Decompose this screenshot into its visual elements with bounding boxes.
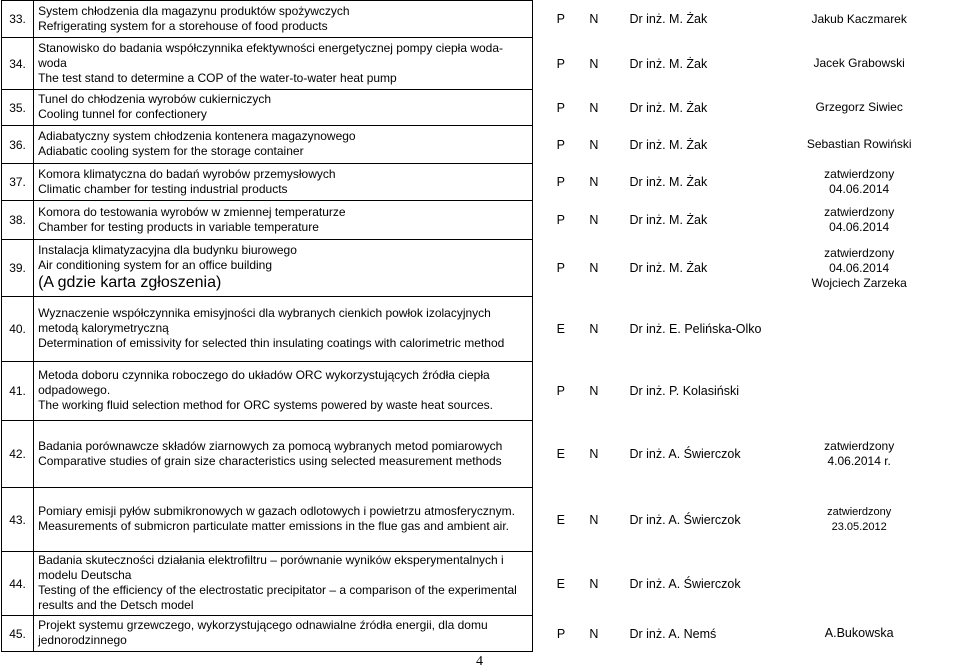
supervisor: Dr inż. P. Kolasiński — [629, 384, 739, 398]
topic-title-pl: Tunel do chłodzenia wyrobów cukierniczych — [38, 92, 272, 106]
thesis-type: P — [556, 213, 565, 227]
thesis-type: E — [556, 322, 565, 336]
topic-title-en: Air conditioning system for an office building — [38, 257, 272, 272]
student-name — [760, 552, 959, 616]
topic-title-pl: Komora klimatyczna do badań wyrobów przemysłowych — [38, 166, 336, 181]
topic-title — [34, 552, 533, 616]
topic-title-en: Chamber for testing products in variable temperature — [38, 219, 319, 234]
topic-title — [34, 240, 533, 297]
table-row — [2, 240, 959, 297]
table-row — [2, 488, 959, 552]
study-level: N — [589, 56, 599, 71]
thesis-type: E — [556, 447, 565, 461]
approval-status — [760, 240, 959, 297]
topic-title-en: Cooling tunnel for confectionery — [38, 107, 207, 121]
topic-title-en: The working fluid selection method for ORC systems powered by waste heat sources. — [38, 398, 493, 412]
topic-title-en: The test stand to determine a COP of the water-to-water heat pump — [38, 70, 397, 85]
supervisor: Dr inż. M. Żak — [629, 213, 708, 227]
thesis-type: P — [556, 261, 565, 275]
supervisor: Dr inż. M. Żak — [629, 137, 708, 152]
table-row — [2, 297, 959, 362]
approval-date: 04.06.2014 — [829, 182, 890, 196]
thesis-type: P — [556, 626, 566, 641]
study-level: N — [589, 626, 599, 641]
student-name: Jakub Kaczmarek — [811, 11, 907, 26]
topic-title — [34, 1, 533, 38]
row-number: 40. — [2, 297, 34, 362]
topic-title-pl: Komora do testowania wyrobów w zmiennej temperaturze — [38, 204, 346, 219]
supervisor: Dr inż. M. Żak — [629, 100, 708, 115]
study-level: N — [589, 447, 599, 461]
table-row — [2, 38, 959, 90]
topic-title-en: Determination of emissivity for selected thin insulating coatings with calorimetric method — [38, 336, 505, 350]
topic-title-pl: System chłodzenia dla magazynu produktów spożywczych — [38, 3, 350, 18]
study-level: N — [589, 175, 599, 189]
row-number: 43. — [2, 488, 34, 552]
supervisor: Dr inż. A. Świerczok — [629, 512, 741, 527]
thesis-type: P — [556, 100, 565, 115]
study-level: N — [589, 576, 599, 591]
topic-title-pl: Pomiary emisji pyłów submikronowych w gazach odlotowych i powietrzu atmosferycznym. — [38, 504, 515, 518]
status-text: zatwierdzony — [824, 205, 895, 219]
topic-title-en: Comparative studies of grain size characteristics using selected measurement methods — [38, 453, 502, 468]
row-number: 45. — [2, 616, 34, 652]
approval-status — [760, 164, 959, 201]
study-level: N — [589, 322, 599, 336]
topic-title-en: Refrigerating system for a storehouse of food products — [38, 18, 328, 33]
approval-status — [760, 421, 959, 488]
topic-title-en: Testing of the efficiency of the electrostatic precipitator – a comparison of the experimental results and the Detsch model — [38, 583, 517, 612]
row-number: 35. — [2, 90, 34, 126]
row-number: 44. — [2, 552, 34, 616]
topic-title — [34, 616, 533, 652]
thesis-type: E — [556, 512, 565, 527]
table-row — [2, 201, 959, 240]
row-number: 33. — [2, 1, 34, 38]
table-row — [2, 90, 959, 126]
approval-status — [760, 488, 959, 552]
supervisor: Dr inż. M. Żak — [629, 56, 708, 71]
thesis-topics-table — [1, 0, 959, 652]
topic-title — [34, 421, 533, 488]
topic-title-pl: Stanowisko do badania współczynnika efektywności energetycznej pompy ciepła woda-woda — [38, 40, 504, 70]
topic-title — [34, 362, 533, 421]
thesis-type: P — [556, 137, 565, 152]
approval-date: 4.06.2014 r. — [827, 454, 891, 468]
study-level: N — [589, 213, 599, 227]
topic-title-pl: Adiabatyczny system chłodzenia kontenera magazynowego — [38, 129, 356, 143]
topic-title-pl: Badania skuteczności działania elektrofiltru – porównanie wyników eksperymentalnych i modelu Deutscha — [38, 553, 504, 582]
topic-note: (A gdzie karta zgłoszenia) — [38, 273, 222, 291]
approval-status — [760, 201, 959, 240]
row-number: 38. — [2, 201, 34, 240]
supervisor: Dr inż. A. Świerczok — [629, 447, 741, 461]
topic-title — [34, 488, 533, 552]
thesis-type: P — [556, 56, 565, 71]
topic-title-pl: Wyznaczenie współczynnika emisyjności dla wybranych cienkich powłok izolacyjnych metodą kalorymetryczną — [38, 306, 491, 335]
topic-title — [34, 201, 533, 240]
table-row — [2, 362, 959, 421]
topic-title-pl: Projekt systemu grzewczego, wykorzystującego odnawialne źródła energii, dla domu jednorodzinnego — [38, 618, 488, 647]
row-number: 39. — [2, 240, 34, 297]
table-row — [2, 164, 959, 201]
topic-title — [34, 38, 533, 90]
page-number: 4 — [476, 654, 483, 669]
status-text: zatwierdzony — [824, 439, 895, 453]
supervisor: Dr inż. E. Pelińska-Olko — [629, 322, 762, 336]
student-name: Jacek Grabowski — [813, 56, 905, 70]
approval-date: 04.06.2014 — [829, 260, 890, 275]
approval-date: 23.05.2012 — [831, 520, 887, 533]
topic-title-pl: Metoda doboru czynnika roboczego do układów ORC wykorzystujących źródła ciepła odpadowego. — [38, 368, 490, 397]
thesis-type: E — [556, 576, 565, 591]
topic-title — [34, 90, 533, 126]
supervisor: Dr inż. M. Żak — [629, 12, 708, 26]
study-level: N — [589, 512, 599, 527]
study-level: N — [589, 384, 599, 398]
row-number: 41. — [2, 362, 34, 421]
table-row — [2, 552, 959, 616]
study-level: N — [589, 261, 599, 275]
topic-title — [34, 297, 533, 362]
student-name: Wojciech Zarzeka — [811, 275, 907, 290]
row-number: 36. — [2, 126, 34, 164]
supervisor: Dr inż. A. Świerczok — [629, 576, 741, 591]
topic-title-pl: Badania porównawcze składów ziarnowych za pomocą wybranych metod pomiarowych — [38, 438, 503, 453]
student-name: Sebastian Rowiński — [806, 137, 912, 151]
student-name: A.Bukowska — [824, 626, 894, 640]
thesis-type: P — [556, 12, 565, 26]
table-row — [2, 1, 959, 38]
status-text: zatwierdzony — [824, 167, 895, 181]
thesis-type: P — [556, 175, 565, 189]
topic-title-en: Measurements of submicron particulate matter emissions in the flue gas and ambient air. — [38, 519, 509, 533]
supervisor: Dr inż. M. Żak — [629, 261, 708, 275]
topic-title — [34, 126, 533, 164]
table-row — [2, 126, 959, 164]
topic-title-en: Adiabatic cooling system for the storage container — [38, 144, 304, 158]
study-level: N — [589, 137, 599, 152]
student-name — [760, 362, 959, 421]
student-name: Grzegorz Siwiec — [815, 100, 903, 114]
study-level: N — [589, 100, 599, 115]
row-number: 37. — [2, 164, 34, 201]
study-level: N — [589, 12, 599, 26]
student-name — [760, 297, 959, 362]
supervisor: Dr inż. A. Nemś — [629, 626, 717, 641]
topic-title — [34, 164, 533, 201]
table-row — [2, 421, 959, 488]
topic-title-pl: Instalacja klimatyzacyjna dla budynku biurowego — [38, 242, 297, 257]
topic-title-en: Climatic chamber for testing industrial products — [38, 181, 288, 196]
approval-date: 04.06.2014 — [829, 220, 890, 234]
row-number: 34. — [2, 38, 34, 90]
status-text: zatwierdzony — [824, 245, 895, 260]
status-text: zatwierdzony — [827, 505, 892, 518]
row-number: 42. — [2, 421, 34, 488]
supervisor: Dr inż. M. Żak — [629, 175, 708, 189]
thesis-type: P — [556, 384, 565, 398]
table-row — [2, 616, 959, 652]
